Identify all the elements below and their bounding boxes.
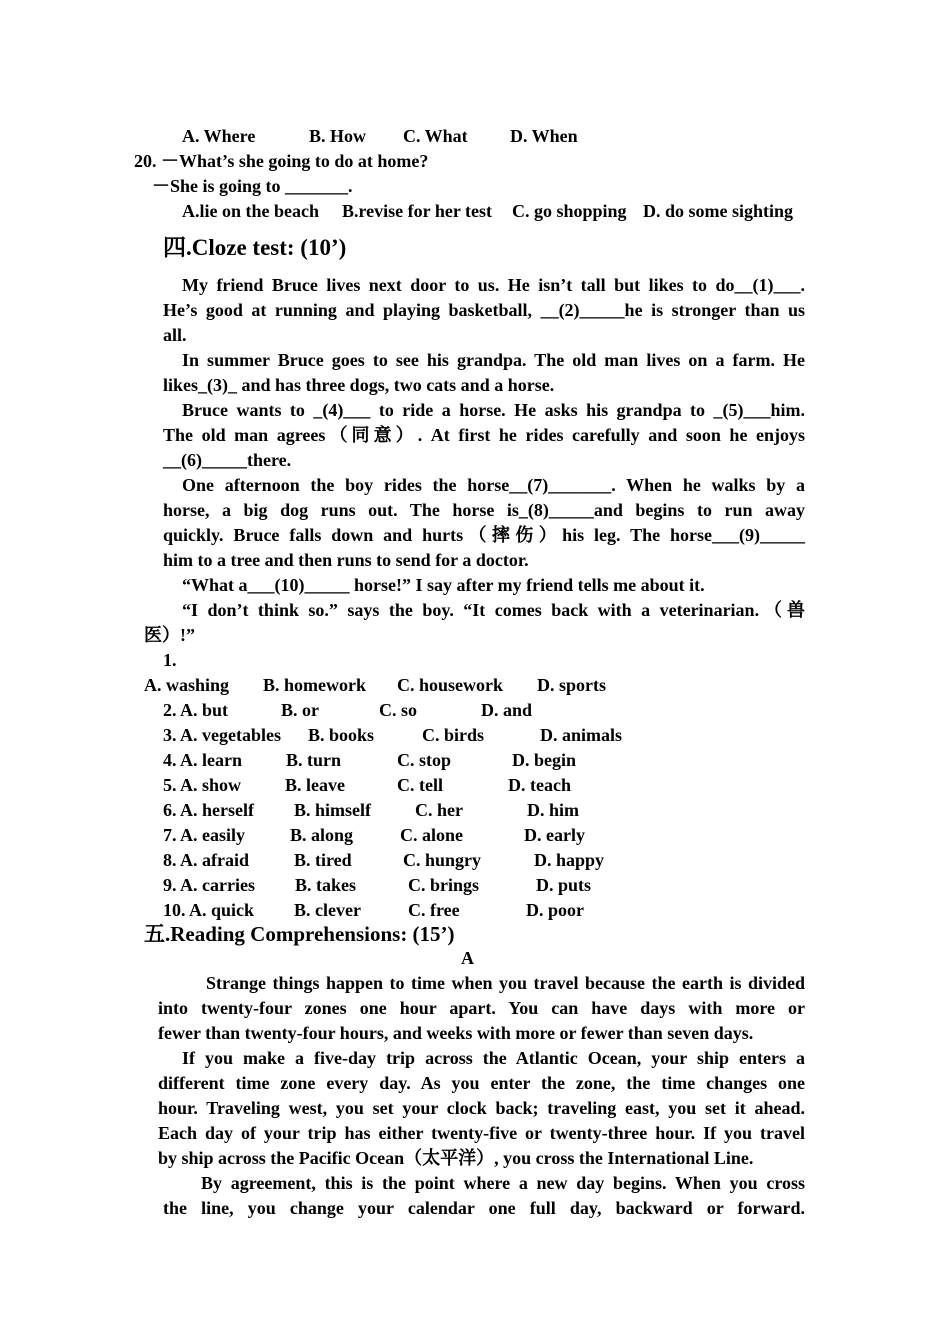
reading-line: the line, you change your calendar one full day, backward or forward. bbox=[163, 1198, 805, 1218]
option-c: C. her bbox=[415, 800, 463, 820]
option-d: D. sports bbox=[537, 675, 607, 695]
option-b: B. or bbox=[281, 700, 319, 720]
option-b: B. clever bbox=[294, 900, 361, 920]
reading-line: by ship across the Pacific Ocean（太平洋）, you cross the International Line. bbox=[158, 1148, 754, 1168]
option-d: D. him bbox=[527, 800, 580, 820]
option-a: 4. A. learn bbox=[163, 750, 242, 770]
cloze-line: The old man agrees（同意）. At first he rides carefully and soon he enjoys bbox=[163, 425, 805, 445]
option-c: C. alone bbox=[400, 825, 463, 845]
option-a: 7. A. easily bbox=[163, 825, 246, 845]
option-c: C. stop bbox=[397, 750, 452, 770]
reading-line: By agreement, this is the point where a new day begins. When you cross bbox=[201, 1173, 805, 1193]
option-d: D. teach bbox=[508, 775, 571, 795]
q19-option-a: A. Where bbox=[182, 126, 256, 146]
q20-options bbox=[0, 199, 950, 224]
cloze-line: quickly. Bruce falls down and hurts（摔伤）his leg. The horse___(9)_____ bbox=[163, 525, 805, 545]
cloze-question-1 bbox=[0, 673, 950, 698]
option-a: A. washing bbox=[144, 675, 230, 695]
q19-option-b: B. How bbox=[309, 126, 367, 146]
cloze-question-3 bbox=[0, 723, 950, 748]
option-c: C. hungry bbox=[403, 850, 482, 870]
q20-answer-line: －She is going to _______. bbox=[152, 176, 353, 196]
option-a: 9. A. carries bbox=[163, 875, 255, 895]
option-a: 10. A. quick bbox=[163, 900, 255, 920]
cloze-question-10 bbox=[0, 898, 950, 923]
option-b: B. along bbox=[290, 825, 354, 845]
q20-option-a: A.lie on the beach bbox=[182, 201, 319, 221]
cloze-q1-number: 1. bbox=[163, 650, 177, 670]
reading-line: Strange things happen to time when you travel because the earth is divided bbox=[206, 973, 805, 993]
option-d: D. puts bbox=[536, 875, 592, 895]
option-b: B. tired bbox=[294, 850, 352, 870]
section4-title: 四.Cloze test: (10’) bbox=[163, 235, 347, 260]
q19-option-d: D. When bbox=[510, 126, 578, 146]
option-d: D. begin bbox=[512, 750, 577, 770]
reading-line: different time zone every day. As you enter the zone, the time changes one bbox=[158, 1073, 805, 1093]
option-d: D. early bbox=[524, 825, 585, 845]
cloze-line: him to a tree and then runs to send for a doctor. bbox=[163, 550, 529, 570]
q19-options bbox=[0, 124, 950, 149]
option-a: 2. A. but bbox=[163, 700, 229, 720]
q20-option-d: D. do some sighting bbox=[643, 201, 794, 221]
reading-part-label: A bbox=[461, 948, 474, 968]
option-d: D. animals bbox=[540, 725, 623, 745]
option-c: C. housework bbox=[397, 675, 504, 695]
option-b: B. homework bbox=[263, 675, 366, 695]
section5-title: 五.Reading Comprehensions: (15’) bbox=[144, 922, 455, 946]
option-d: D. poor bbox=[526, 900, 584, 920]
cloze-line: 医）!” bbox=[144, 625, 195, 645]
option-b: B. books bbox=[308, 725, 375, 745]
option-b: B. turn bbox=[286, 750, 342, 770]
option-b: B. leave bbox=[285, 775, 345, 795]
cloze-line: “I don’t think so.” says the boy. “It comes back with a veterinarian.（兽 bbox=[182, 600, 805, 620]
option-c: C. brings bbox=[408, 875, 480, 895]
q20-stem: 20. －What’s she going to do at home? bbox=[134, 151, 429, 171]
option-d: D. and bbox=[481, 700, 533, 720]
option-c: C. tell bbox=[397, 775, 443, 795]
cloze-line: In summer Bruce goes to see his grandpa. The old man lives on a farm. He bbox=[182, 350, 805, 370]
cloze-question-8 bbox=[0, 848, 950, 873]
cloze-line: likes_(3)_ and has three dogs, two cats and a horse. bbox=[163, 375, 555, 395]
option-c: C. birds bbox=[422, 725, 485, 745]
cloze-line: My friend Bruce lives next door to us. He isn’t tall but likes to do__(1)___. bbox=[182, 275, 805, 295]
option-a: 6. A. herself bbox=[163, 800, 254, 820]
cloze-question-5 bbox=[0, 773, 950, 798]
option-c: C. free bbox=[408, 900, 460, 920]
reading-line: If you make a five-day trip across the Atlantic Ocean, your ship enters a bbox=[182, 1048, 805, 1068]
cloze-line: all. bbox=[163, 325, 187, 345]
cloze-line: __(6)_____there. bbox=[163, 450, 292, 470]
option-a: 3. A. vegetables bbox=[163, 725, 281, 745]
cloze-line: horse, a big dog runs out. The horse is_(8)_____and begins to run away bbox=[163, 500, 805, 520]
cloze-question-7 bbox=[0, 823, 950, 848]
cloze-line: Bruce wants to _(4)___ to ride a horse. He asks his grandpa to _(5)___him. bbox=[182, 400, 805, 420]
option-b: B. himself bbox=[294, 800, 372, 820]
cloze-question-9 bbox=[0, 873, 950, 898]
reading-line: fewer than twenty-four hours, and weeks with more or fewer than seven days. bbox=[158, 1023, 754, 1043]
option-c: C. so bbox=[379, 700, 418, 720]
cloze-line: He’s good at running and playing basketball, __(2)_____he is stronger than us bbox=[163, 300, 805, 320]
reading-line: Each day of your trip has either twenty-five or twenty-three hour. If you travel bbox=[158, 1123, 805, 1143]
cloze-line: One afternoon the boy rides the horse__(7)_______. When he walks by a bbox=[182, 475, 805, 495]
option-b: B. takes bbox=[295, 875, 357, 895]
q20-option-b: B.revise for her test bbox=[342, 201, 492, 221]
cloze-question-2 bbox=[0, 698, 950, 723]
cloze-question-6 bbox=[0, 798, 950, 823]
q19-option-c: C. What bbox=[403, 126, 468, 146]
cloze-line: “What a___(10)_____ horse!” I say after my friend tells me about it. bbox=[182, 575, 705, 595]
cloze-question-4 bbox=[0, 748, 950, 773]
reading-line: into twenty-four zones one hour apart. You can have days with more or bbox=[158, 998, 805, 1018]
option-a: 8. A. afraid bbox=[163, 850, 250, 870]
option-d: D. happy bbox=[534, 850, 605, 870]
option-a: 5. A. show bbox=[163, 775, 242, 795]
reading-line: hour. Traveling west, you set your clock back; traveling east, you set it ahead. bbox=[158, 1098, 805, 1118]
q20-option-c: C. go shopping bbox=[512, 201, 627, 221]
